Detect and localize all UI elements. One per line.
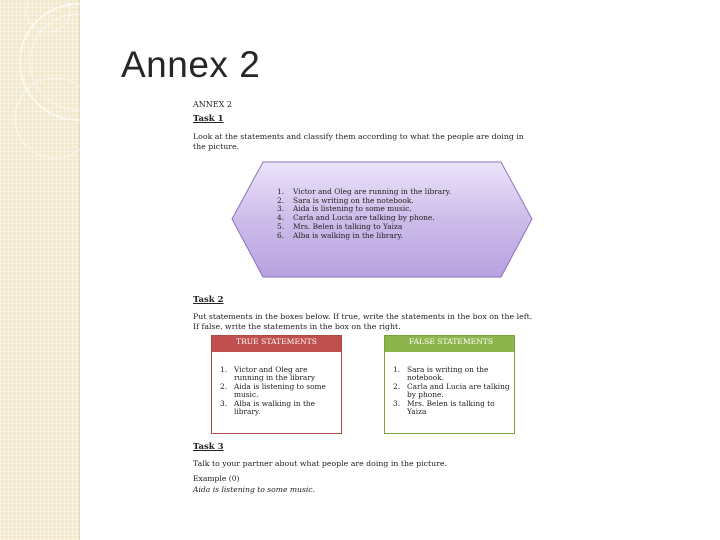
list-item: 2. Carla and Lucia are talking by phone. — [393, 381, 510, 400]
false-statements-list — [393, 366, 511, 416]
task2-heading: Task 2 — [193, 295, 224, 305]
false-statements-title: FALSE STATEMENTS — [385, 336, 514, 352]
list-item: 2. Aida is listening to some music. — [220, 381, 326, 400]
decorative-sidebar — [0, 0, 80, 540]
true-statements-title: TRUE STATEMENTS — [212, 336, 341, 352]
annex-label: ANNEX 2 — [193, 100, 232, 109]
list-item: 6. Alba is walking in the library. — [277, 230, 403, 240]
example-text: Aida is listening to some music. — [193, 485, 315, 494]
task1-heading: Task 1 — [193, 114, 224, 124]
list-item: 3. Aida is listening to some music. — [277, 204, 412, 214]
true-statements-box — [211, 335, 342, 434]
list-item: 1. Victor and Oleg are running in the library — [220, 365, 316, 383]
task1-instruction: Look at the statements and classify them according to what the people are doing in the picture. — [193, 132, 524, 151]
list-item: 2. Sara is writing on the notebook. — [277, 195, 414, 205]
false-statements-box — [384, 335, 515, 434]
example-label: Example (0) — [193, 474, 240, 483]
list-item: 3. Mrs. Belen is talking to Yaiza — [393, 398, 495, 417]
task3-instruction: Talk to your partner about what people are doing in the picture. — [193, 459, 447, 468]
task2-instruction: Put statements in the boxes below. If true, write the statements in the box on the left. If false, write the statements in the box on the right. — [193, 312, 533, 331]
task1-statement-list — [277, 188, 451, 240]
slide-title: Annex 2 — [121, 44, 261, 85]
list-item: 5. Mrs. Belen is talking to Yaiza — [277, 221, 403, 231]
task3-heading: Task 3 — [193, 442, 224, 452]
list-item: 1. Victor and Oleg are running in the library. — [277, 187, 452, 196]
list-item: 1. Sara is writing on the notebook. — [393, 365, 489, 383]
list-item: 4. Carla and Lucia are talking by phone. — [277, 213, 435, 223]
list-item: 3. Alba is walking in the library. — [220, 398, 316, 417]
true-statements-list — [220, 366, 338, 416]
